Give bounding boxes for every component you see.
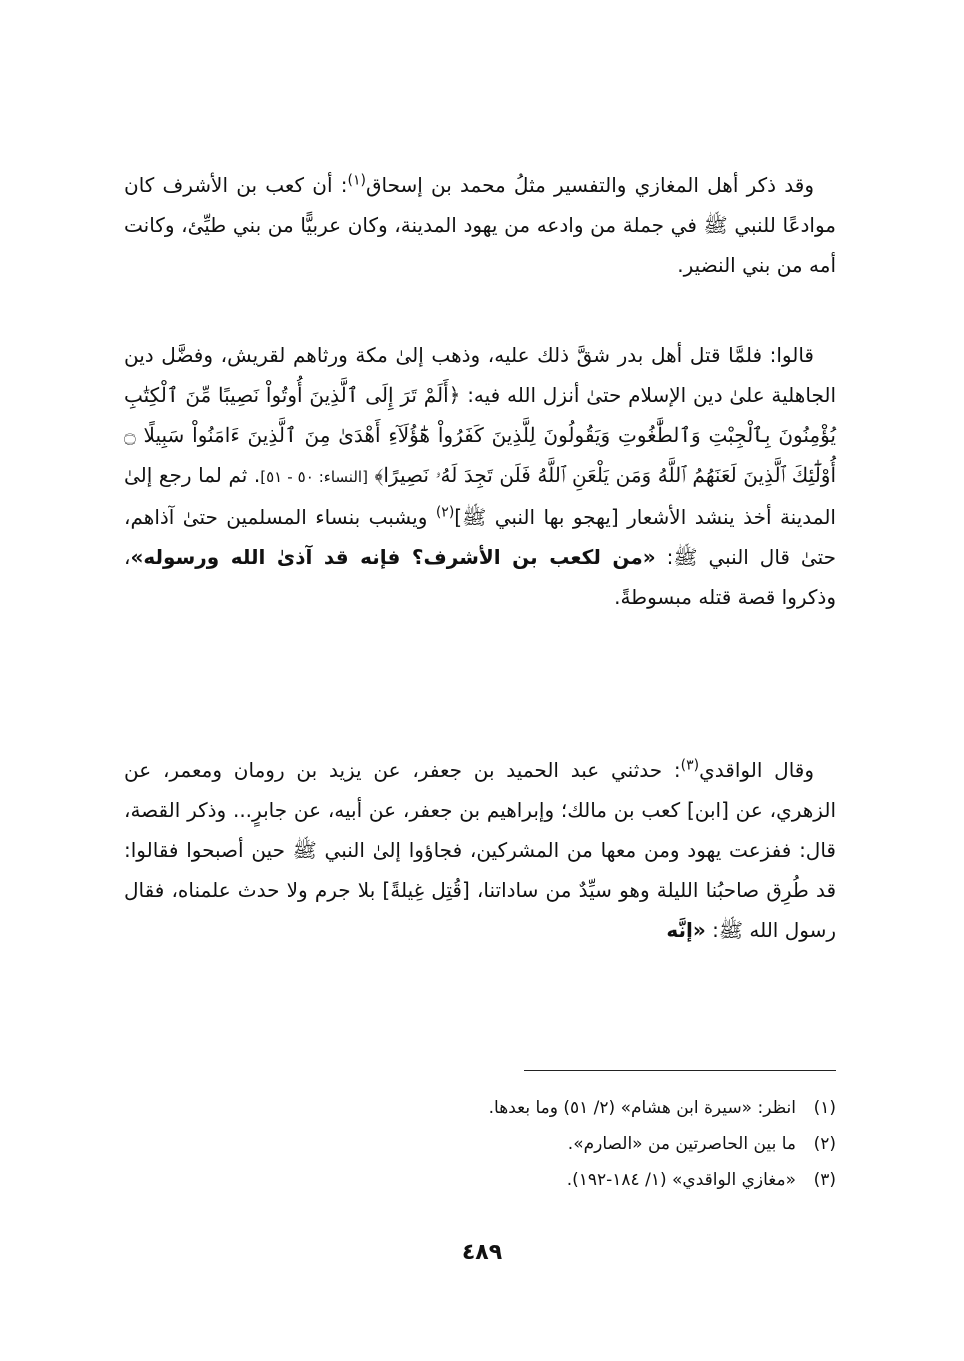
p1-text-end: : أن كعب بن الأشرف كان موادعًا للنبي ﷺ في جملة من وادعه من يهود المدينة، وكان عربيًّا من بني طيِّئ، وكانت أمه من بني النضير.: [124, 173, 836, 277]
footnote-number: (٣): [813, 1170, 836, 1190]
footnote-ref-1: (١): [347, 172, 366, 189]
hadith-quote: «من لكعب بن الأشرف؟ فإنه قد آذىٰ الله ورسوله»: [130, 545, 656, 569]
footnote-text: انظر: «سيرة ابن هشام» (٢/ ٥١) وما بعدها.: [488, 1098, 796, 1118]
p2-ending: ، وذكروا قصة قتله مبسوطةً.: [124, 545, 836, 609]
p3-text-start: وقال الواقدي: [699, 758, 815, 782]
footnote-number: (٢): [813, 1134, 836, 1154]
footnote-ref-2: (٢): [435, 504, 455, 521]
p2-middle: . ثم لما رجع إلىٰ المدينة أخذ ينشد الأشعار [يهجو بها النبي ﷺ]: [124, 463, 836, 529]
footnotes: [124, 1090, 836, 1198]
footnote-3: [124, 1162, 836, 1198]
quran-verse: ﴿أَلَمْ تَرَ إِلَى ٱلَّذِينَ أُوتُواْ نَصِيبًا مِّنَ ٱلْكِتَٰبِ يُؤْمِنُونَ بِٱلْجِبْتِ وَٱلطَّٰغُوتِ وَيَقُولُونَ لِلَّذِينَ كَفَرُواْ هَٰٓؤُلَآءِ أَهْدَىٰ مِنَ ٱلَّذِينَ ءَامَنُواْ سَبِيلًا ۝ أُوْلَٰٓئِكَ ٱلَّذِينَ لَعَنَهُمُ ٱللَّهُ وَمَن يَلْعَنِ ٱللَّهُ فَلَن تَجِدَ لَهُۥ نَصِيرًا﴾: [124, 383, 836, 487]
footnote-1: [124, 1090, 836, 1126]
verse-citation: [النساء: ٥٠ - ٥١]: [260, 468, 368, 486]
footnote-text: ما بين الحاصرتين من «الصارم».: [567, 1134, 796, 1154]
p2-intro: قالوا: فلمَّا قتل أهل بدر شقَّ ذلك عليه، وذهب إلىٰ مكة ورثاهم لقريش، وفضَّل دين الجاهلية علىٰ دين الإسلام حتىٰ أنزل الله فيه:: [124, 343, 837, 407]
p2-after-ref: ويشبب بنساء المسلمين حتىٰ آذاهم، حتىٰ قال النبي ﷺ:: [124, 505, 836, 569]
footnote-2: [124, 1126, 836, 1162]
footnote-ref-3: (٣): [680, 757, 700, 774]
hadith-start: «إنَّه: [666, 918, 706, 942]
footnote-text: «مغازي الواقدي» (١/ ١٨٤-١٩٢).: [566, 1170, 796, 1190]
paragraph-1: [124, 165, 836, 285]
page-number: ٤٨٩: [461, 1240, 503, 1265]
footnote-number: (١): [813, 1098, 836, 1118]
p1-text-start: وقد ذكر أهل المغازي والتفسير مثلُ محمد بن إسحاق: [365, 173, 814, 197]
footnote-separator: [524, 1070, 836, 1071]
paragraph-3: [124, 750, 836, 950]
paragraph-2: [124, 335, 836, 617]
p3-text-end: : حدثني عبد الحميد بن جعفر، عن يزيد بن رومان ومعمر، عن الزهري، عن [ابن] كعب بن مالك؛ وإبراهيم بن جعفر، عن أبيه، عن جابرٍ... وذكر القصة، قال: ففزعت يهود ومن معها من المشركين، فجاؤوا إلىٰ النبي ﷺ حين أصبحوا فقالوا: قد طُرِق صاحبُنا الليلة وهو سيِّدٌ من ساداتنا، [قُتِل غِيلةً] بلا جرم ولا حدث علمناه، فقال رسول الله ﷺ:: [124, 758, 836, 942]
